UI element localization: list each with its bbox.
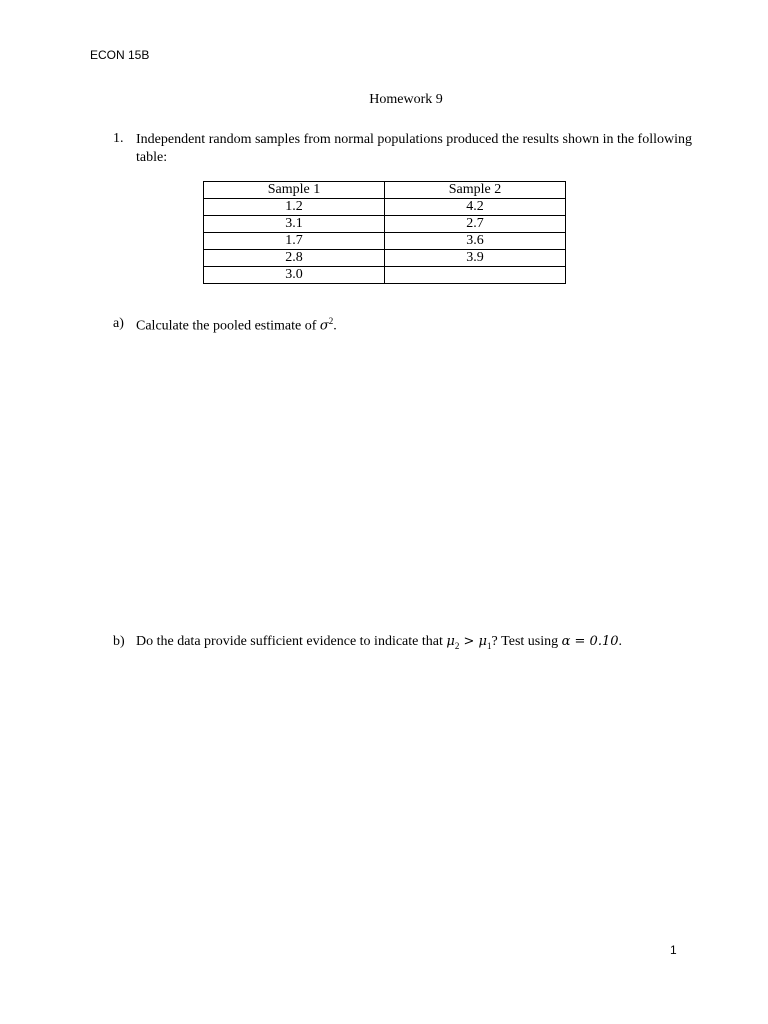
mu-1-subscript: 1 [486, 640, 492, 651]
part-a-label: a) [113, 316, 124, 331]
part-a-text-after: . [333, 318, 337, 334]
question-text: Independent random samples from normal populations produced the results shown in the following table: [136, 132, 693, 165]
table-cell: 3.1 [204, 216, 385, 233]
sample-table [203, 181, 566, 284]
greater-than-symbol: > [459, 634, 479, 649]
table-header-row [204, 182, 566, 199]
table-cell: 3.6 [385, 233, 566, 250]
mu-2-symbol: μ [446, 634, 455, 649]
table-cell [385, 267, 566, 284]
table-row [204, 199, 566, 216]
table-row [204, 216, 566, 233]
document-title: Homework 9 [369, 92, 443, 107]
table-row [204, 267, 566, 284]
course-header: ECON 15B [90, 48, 150, 62]
alpha-expression: α = 0.10 [561, 634, 619, 649]
table-row [204, 250, 566, 267]
part-b-text [136, 634, 622, 651]
sigma-symbol: σ [319, 318, 329, 334]
table-cell: 3.9 [385, 250, 566, 267]
mu-1-symbol: μ [478, 634, 487, 649]
part-b-text-after: . [618, 634, 623, 649]
table-cell: 2.8 [204, 250, 385, 267]
table-cell: 4.2 [385, 199, 566, 216]
part-a-text [136, 316, 337, 335]
part-a-text-before: Calculate the pooled estimate of [136, 318, 320, 334]
column-header-sample-2: Sample 2 [385, 182, 566, 199]
column-header-sample-1: Sample 1 [204, 182, 385, 199]
table-cell: 1.2 [204, 199, 385, 216]
table-cell: 3.0 [204, 267, 385, 284]
table-cell: 1.7 [204, 233, 385, 250]
page-number: 1 [670, 943, 677, 957]
mu-2-subscript: 2 [454, 640, 460, 651]
table-cell: 2.7 [385, 216, 566, 233]
table-row [204, 233, 566, 250]
part-b-text-mid: ? Test using [491, 634, 562, 649]
sigma-exponent: 2 [328, 316, 334, 326]
part-b-label: b) [113, 634, 125, 649]
question-number: 1. [113, 131, 124, 146]
part-b-text-before: Do the data provide sufficient evidence to indicate that [136, 634, 447, 649]
